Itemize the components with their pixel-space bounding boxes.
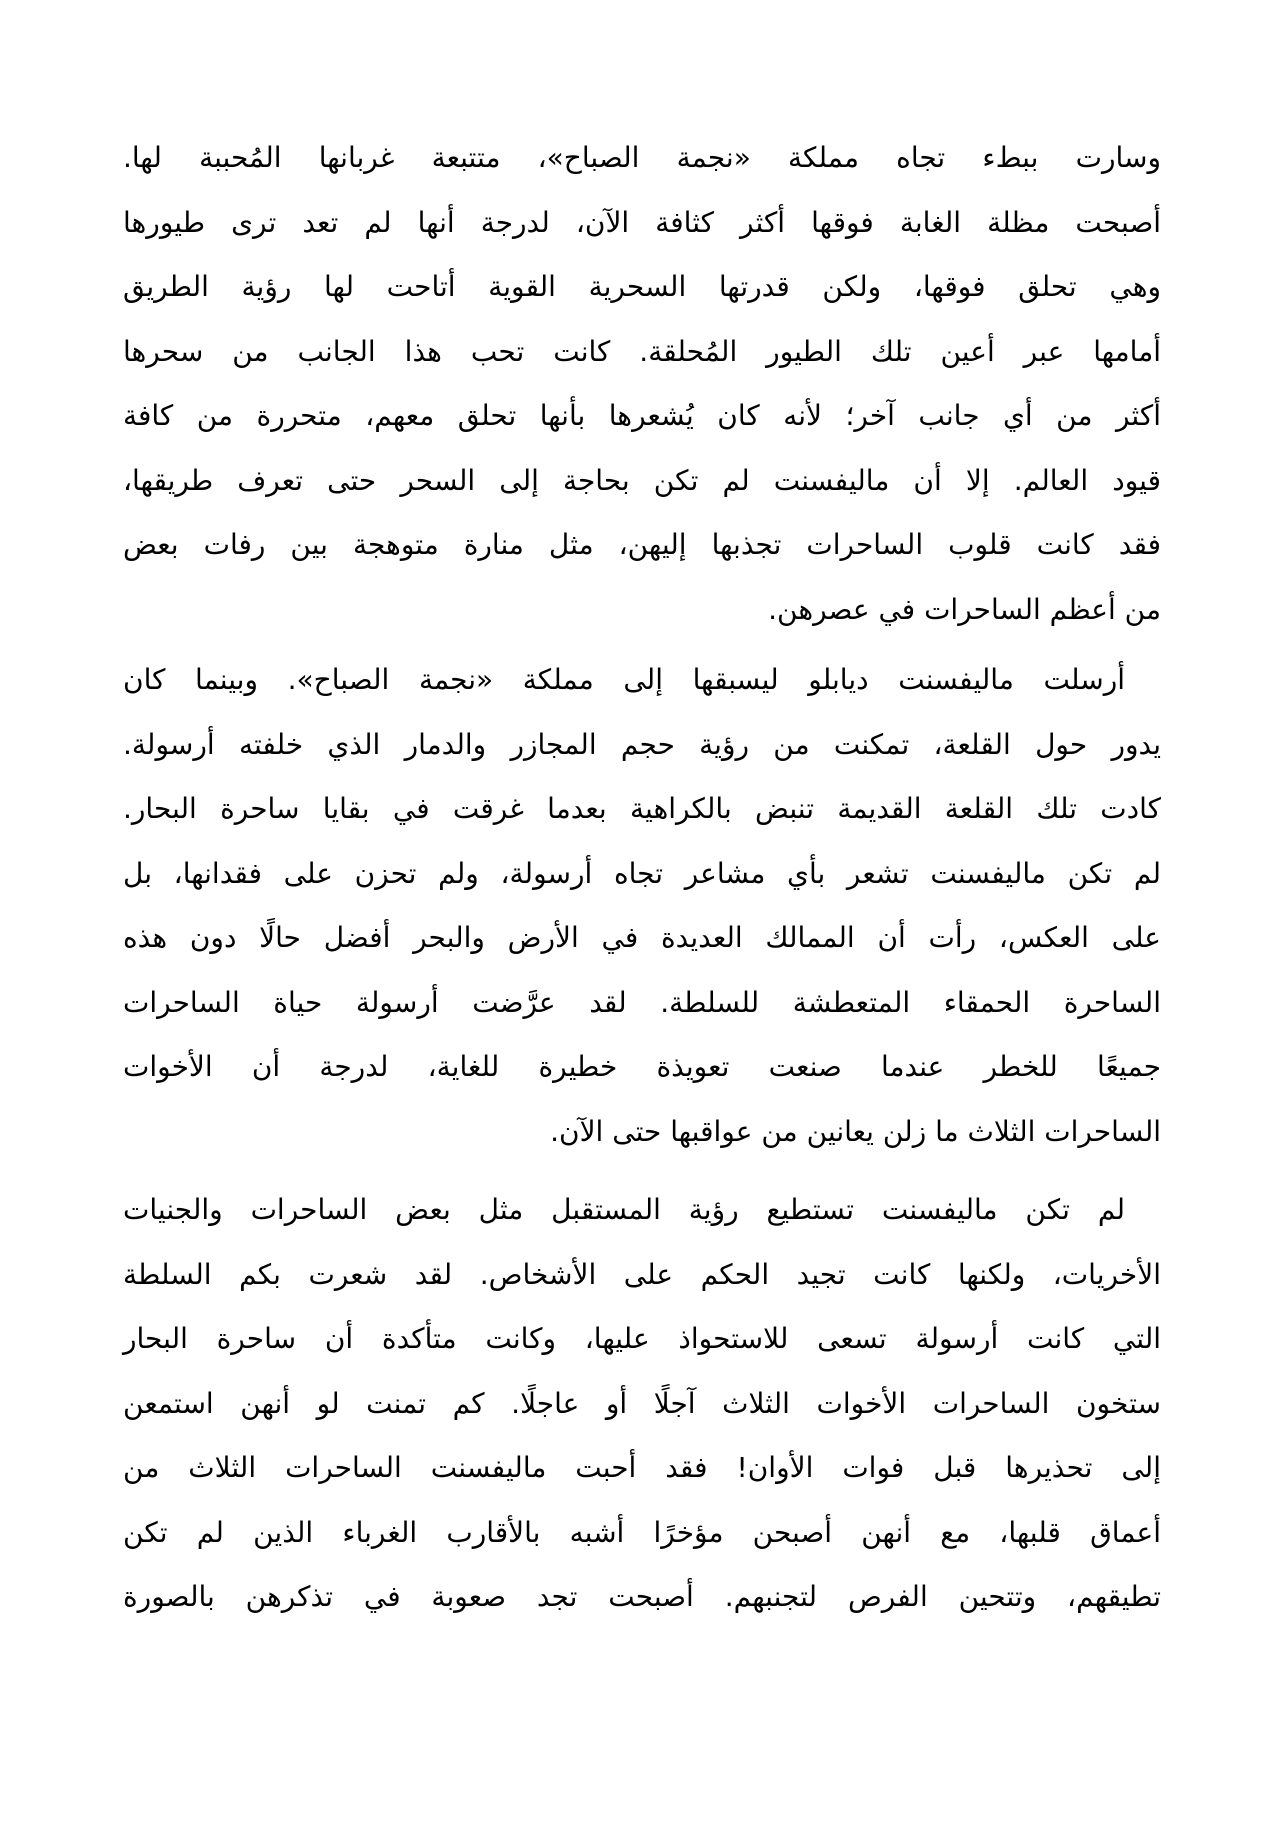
text-line: أعماق قلبها، مع أنهن أصبحن مؤخرًا أشبه بالأقارب الغرباء الذين لم تكن <box>123 1515 1161 1549</box>
paragraph-2 <box>123 648 1161 1164</box>
text-line: أرسلت ماليفسنت ديابلو ليسبقها إلى مملكة «نجمة الصباح». وبينما كان <box>123 663 1125 696</box>
text-line: الساحرة الحمقاء المتعطشة للسلطة. لقد عرَّضت أرسولة حياة الساحرات <box>123 985 1161 1019</box>
text-line: وهي تحلق فوقها، ولكن قدرتها السحرية القوية أتاحت لها رؤية الطريق <box>123 270 1161 303</box>
text-line: لم تكن ماليفسنت تشعر بأي مشاعر تجاه أرسولة، ولم تحزن على فقدانها، بل <box>123 856 1161 890</box>
text-line: ستخون الساحرات الأخوات الثلاث آجلًا أو عاجلًا. كم تمنت لو أنهن استمعن <box>123 1386 1161 1420</box>
text-line: من أعظم الساحرات في عصرهن. <box>768 592 1161 626</box>
text-line: الأخريات، ولكنها كانت تجيد الحكم على الأشخاص. لقد شعرت بكم السلطة <box>123 1257 1161 1291</box>
text-line: أكثر من أي جانب آخر؛ لأنه كان يُشعرها بأنها تحلق معهم، متحررة من كافة <box>123 399 1161 432</box>
text-line: إلى تحذيرها قبل فوات الأوان! فقد أحبت ماليفسنت الساحرات الثلاث من <box>123 1451 1161 1484</box>
text-line: الساحرات الثلاث ما زلن يعانين من عواقبها حتى الآن. <box>550 1114 1161 1148</box>
text-line: وسارت ببطء تجاه مملكة «نجمة الصباح»، متتبعة غربانها المُحببة لها. <box>123 141 1161 174</box>
text-line: فقد كانت قلوب الساحرات تجذبها إليهن، مثل منارة متوهجة بين رفات بعض <box>123 528 1161 561</box>
text-line: كادت تلك القلعة القديمة تنبض بالكراهية بعدما غرقت في بقايا ساحرة البحار. <box>123 792 1161 825</box>
paragraph-1 <box>123 126 1161 642</box>
text-line: أصبحت مظلة الغابة فوقها أكثر كثافة الآن، لدرجة أنها لم تعد ترى طيورها <box>123 205 1161 239</box>
text-line: التي كانت أرسولة تسعى للاستحواذ عليها، وكانت متأكدة أن ساحرة البحار <box>123 1322 1161 1355</box>
text-line: يدور حول القلعة، تمكنت من رؤية حجم المجازر والدمار الذي خلفته أرسولة. <box>123 727 1161 761</box>
text-line: على العكس، رأت أن الممالك العديدة في الأرض والبحر أفضل حالًا دون هذه <box>123 921 1161 954</box>
text-line: لم تكن ماليفسنت تستطيع رؤية المستقبل مثل بعض الساحرات والجنيات <box>123 1193 1125 1226</box>
text-line: أمامها عبر أعين تلك الطيور المُحلقة. كانت تحب هذا الجانب من سحرها <box>123 334 1161 368</box>
text-line: جميعًا للخطر عندما صنعت تعويذة خطيرة للغاية، لدرجة أن الأخوات <box>123 1050 1161 1083</box>
text-line: قيود العالم. إلا أن ماليفسنت لم تكن بحاجة إلى السحر حتى تعرف طريقها، <box>123 463 1161 497</box>
text-line: تطيقهم، وتتحين الفرص لتجنبهم. أصبحت تجد صعوبة في تذكرهن بالصورة <box>123 1580 1161 1613</box>
paragraph-3 <box>123 1178 1161 1630</box>
document-page <box>123 126 1161 1630</box>
